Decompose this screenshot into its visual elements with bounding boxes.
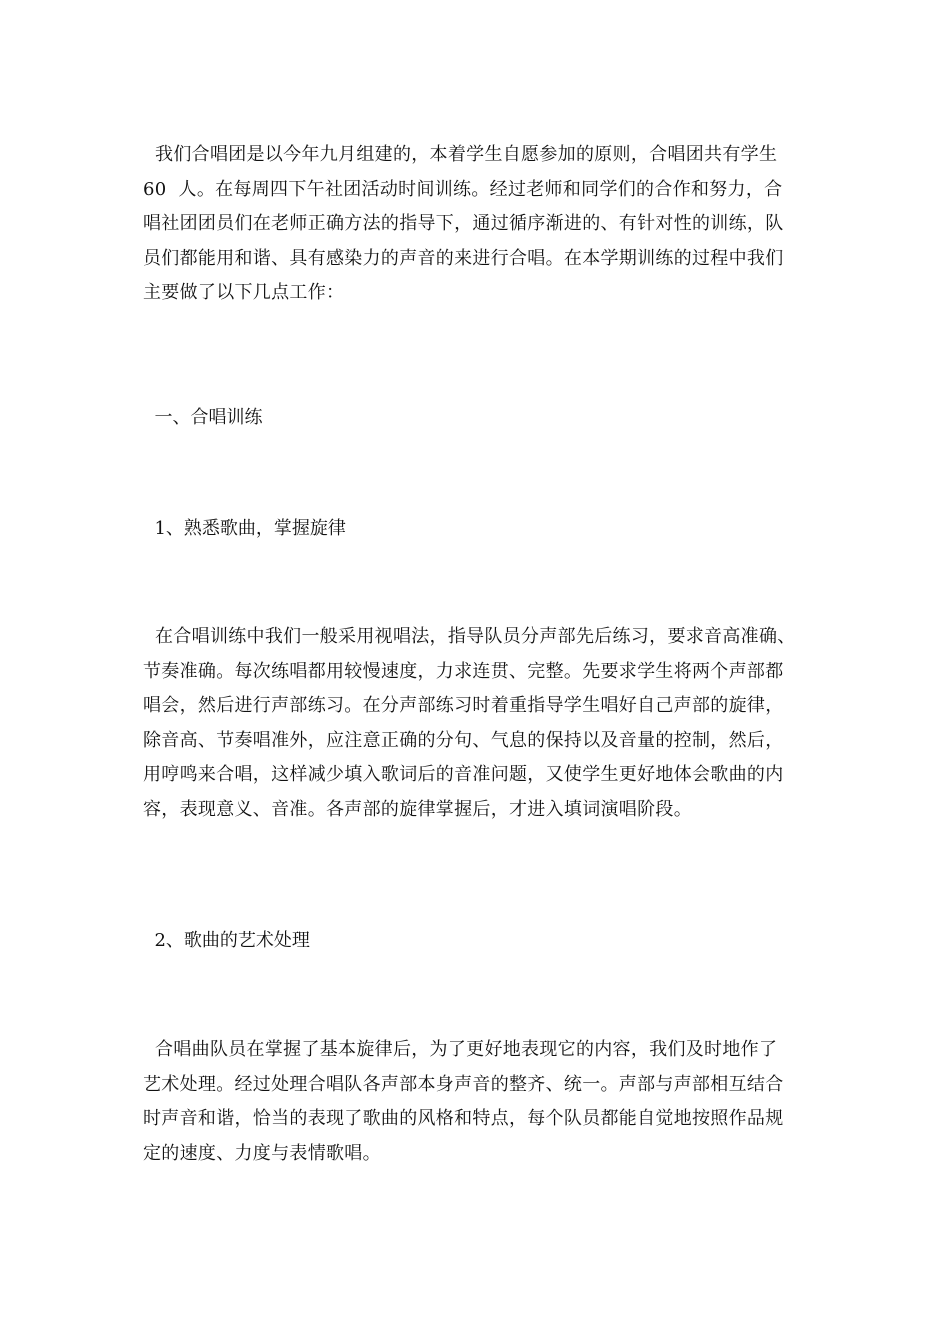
paragraph-line: 容，表现意义、音准。各声部的旋律掌握后，才进入填词演唱阶段。 xyxy=(143,798,692,820)
paragraph-line: 除音高、节奏唱准外，应注意正确的分句、气息的保持以及音量的控制，然后， xyxy=(143,729,784,751)
intro-paragraph xyxy=(143,138,823,311)
paragraph-line: 合唱曲队员在掌握了基本旋律后，为了更好地表现它的内容，我们及时地作了 xyxy=(143,1039,778,1060)
artistic-treatment-paragraph xyxy=(143,1033,823,1171)
paragraph-line: 在合唱训练中我们一般采用视唱法，指导队员分声部先后练习，要求音高准确、 xyxy=(143,626,796,647)
subsection-heading-melody: 1、熟悉歌曲，掌握旋律 xyxy=(143,518,346,539)
paragraph-line: 节奏准确。每次练唱都用较慢速度，力求连贯、完整。先要求学生将两个声部都 xyxy=(143,660,784,682)
paragraph-line: 艺术处理。经过处理合唱队各声部本身声音的整齐、统一。声部与声部相互结合 xyxy=(143,1073,784,1095)
paragraph-line: 定的速度、力度与表情歌唱。 xyxy=(143,1142,381,1164)
paragraph-line: 60 人。在每周四下午社团活动时间训练。经过老师和同学们的合作和努力，合 xyxy=(143,178,783,200)
paragraph-line: 主要做了以下几点工作： xyxy=(143,282,345,303)
paragraph-line: 唱会，然后进行声部练习。在分声部练习时着重指导学生唱好自己声部的旋律， xyxy=(143,695,784,716)
paragraph-line: 我们合唱团是以今年九月组建的，本着学生自愿参加的原则，合唱团共有学生 xyxy=(143,144,778,165)
paragraph-line: 用哼鸣来合唱，这样减少填入歌词后的音准问题，又使学生更好地体会歌曲的内 xyxy=(143,764,784,785)
subsection-heading-artistic-treatment: 2、歌曲的艺术处理 xyxy=(143,930,310,951)
melody-paragraph xyxy=(143,620,823,827)
paragraph-line: 员们都能用和谐、具有感染力的声音的来进行合唱。在本学期训练的过程中我们 xyxy=(143,247,784,269)
paragraph-line: 唱社团团员们在老师正确方法的指导下，通过循序渐进的、有针对性的训练，队 xyxy=(143,213,784,234)
paragraph-line: 时声音和谐，恰当的表现了歌曲的风格和特点，每个队员都能自觉地按照作品规 xyxy=(143,1108,784,1129)
section-heading-chorus-training: 一、合唱训练 xyxy=(143,407,263,428)
